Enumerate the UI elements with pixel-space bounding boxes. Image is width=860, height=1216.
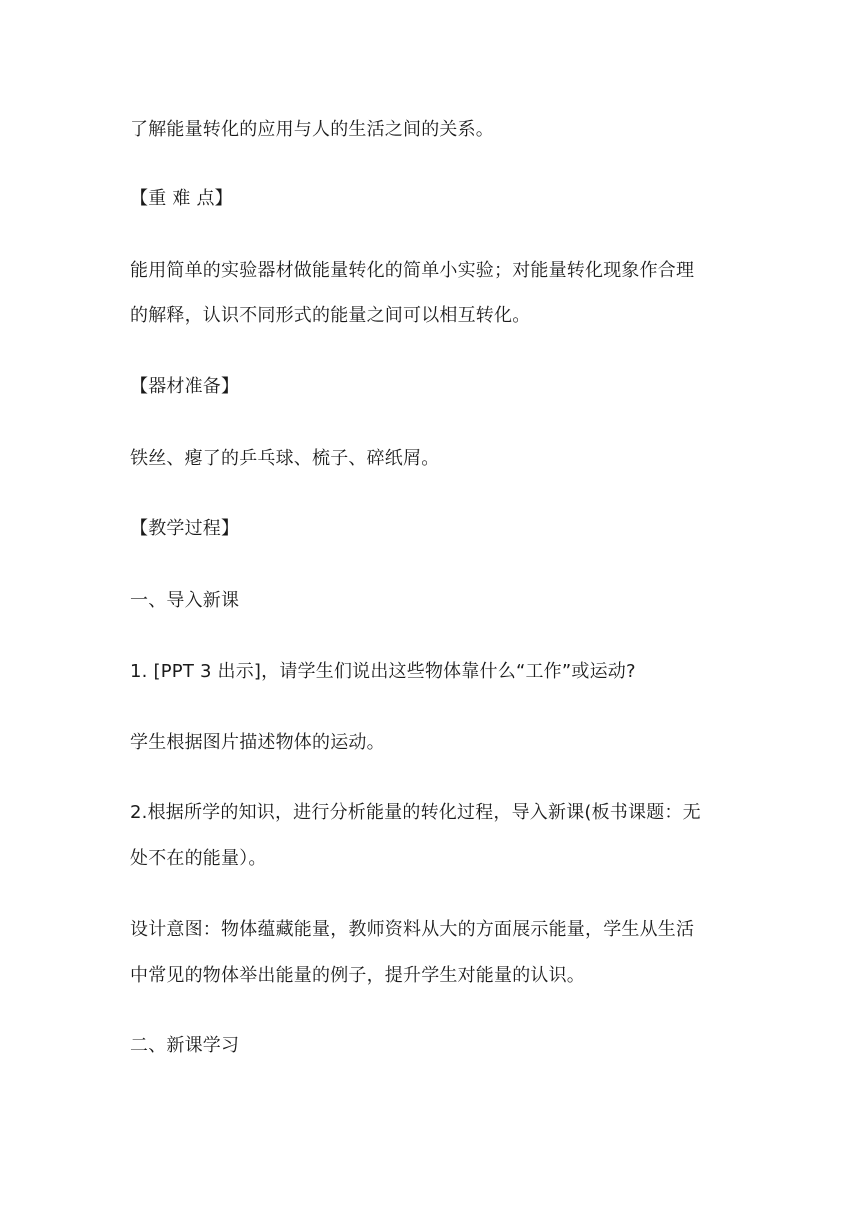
- subheading-new-lesson: 二、新课学习: [130, 1035, 240, 1056]
- objective-text: 了解能量转化的应用与人的生活之间的关系。: [130, 119, 494, 140]
- step-2-text-line-2: 处不在的能量）。: [130, 848, 267, 869]
- design-intent-line-1: 设计意图：物体蕴藏能量，教师资料从大的方面展示能量，学生从生活: [130, 919, 695, 940]
- section-heading-materials: 【器材准备】: [130, 376, 240, 397]
- key-points-text-line-1: 能用简单的实验器材做能量转化的简单小实验；对能量转化现象作合理: [130, 260, 695, 281]
- materials-text: 铁丝、瘪了的乒乓球、梳子、碎纸屑。: [130, 448, 440, 469]
- step-1-text: 1. [PPT 3 出示]，请学生们说出这些物体靠什么“工作”或运动?: [130, 661, 636, 682]
- student-activity-text: 学生根据图片描述物体的运动。: [130, 732, 385, 753]
- subheading-introduction: 一、导入新课: [130, 590, 240, 611]
- section-heading-key-points: 【重 难 点】: [130, 188, 233, 209]
- step-2-text-line-1: 2.根据所学的知识，进行分析能量的转化过程，导入新课(板书课题：无: [130, 802, 701, 823]
- section-heading-teaching-process: 【教学过程】: [130, 518, 240, 539]
- design-intent-line-2: 中常见的物体举出能量的例子，提升学生对能量的认识。: [130, 965, 585, 986]
- key-points-text-line-2: 的解释，认识不同形式的能量之间可以相互转化。: [130, 305, 531, 326]
